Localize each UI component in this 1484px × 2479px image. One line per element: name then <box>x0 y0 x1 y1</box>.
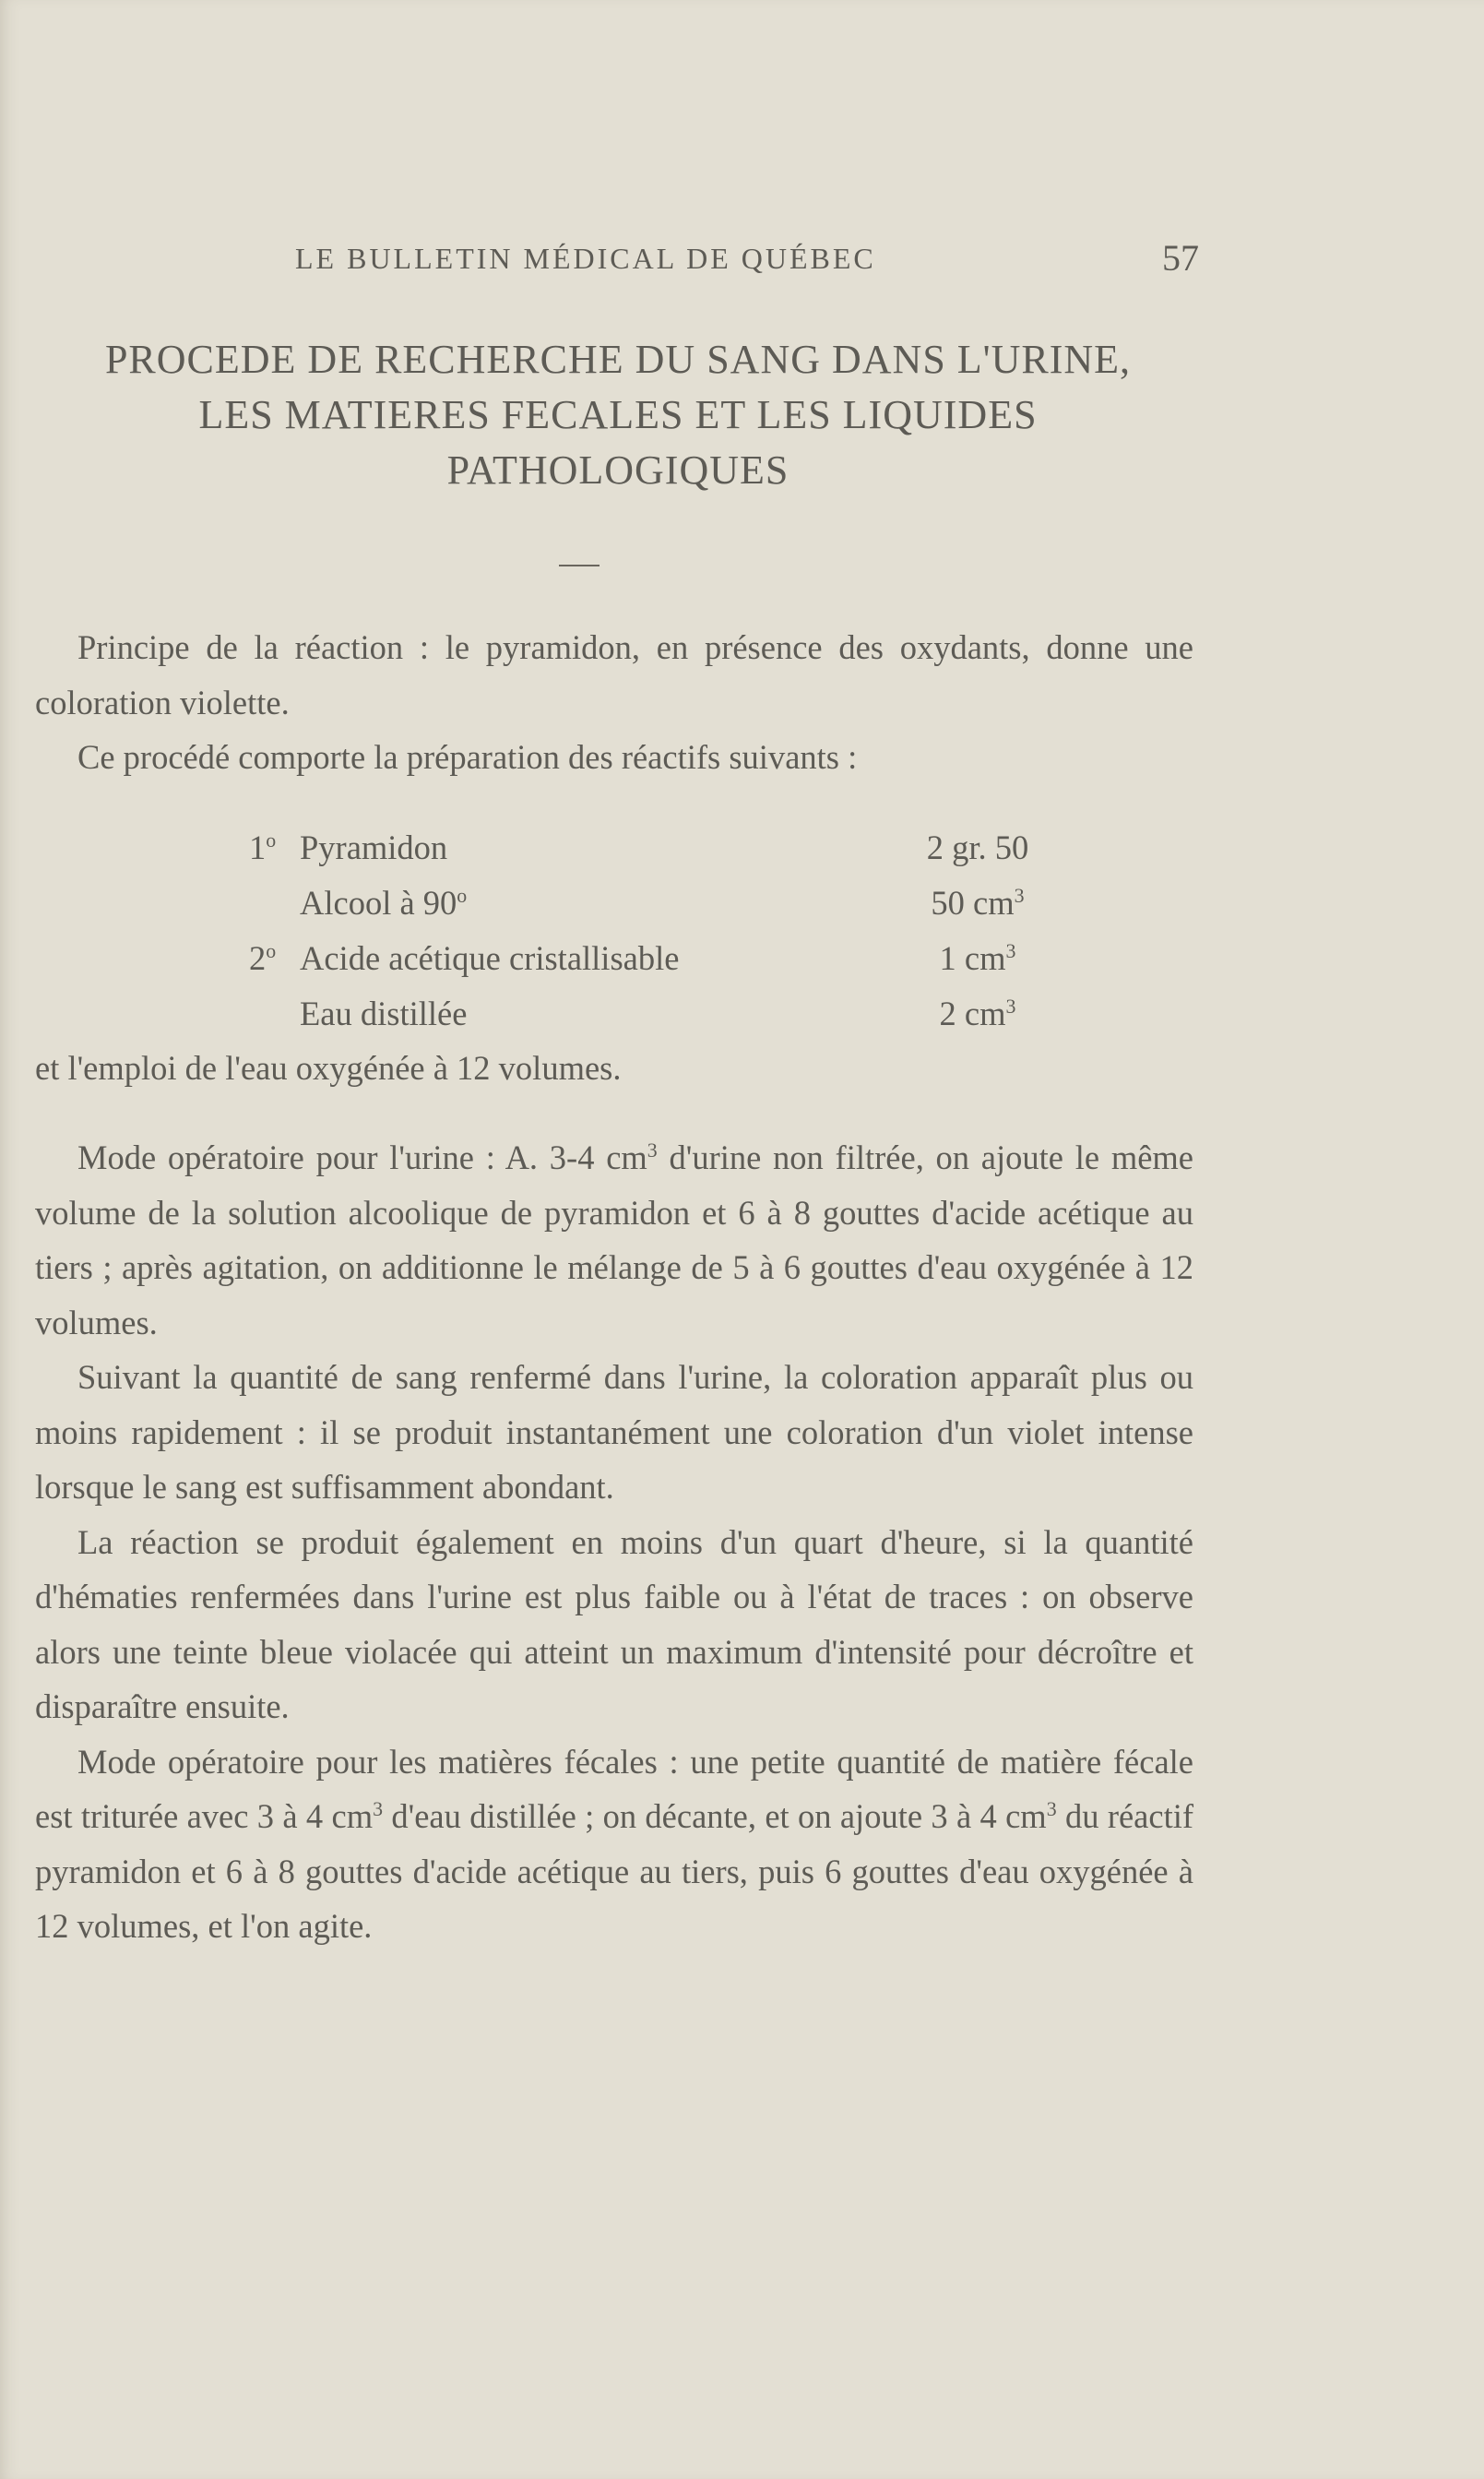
reagent-quantity: 1 $cm^3$ <box>939 938 1016 977</box>
title-separator <box>559 565 600 566</box>
reagents-table <box>249 819 1061 1041</box>
reagent-number <box>249 875 300 930</box>
article-title <box>37 332 1199 498</box>
reagent-number: 1$^o$ <box>249 828 277 866</box>
paragraph-traces: La réaction se produit également en moins d'un quart d'heure, si la quantité d'hématies renfermées dans l'urine est plus faible ou à l'état de traces : on observe alors une teinte bleue violacée qui atteint un maximum d'intensité pour décroître et disparaître ensuite. <box>35 1522 1193 1725</box>
page-number: 57 <box>1162 237 1199 279</box>
paragraph-principle: Principe de la réaction : le pyramidon, en présence des oxydants, donne une coloration violette. <box>35 628 1193 721</box>
running-header <box>295 237 1199 279</box>
reagent-row <box>249 819 1061 875</box>
reagent-quantity: 50 $cm^3$ <box>931 883 1025 922</box>
paragraph-coloration: Suivant la quantité de sang renfermé dans l'urine, la coloration apparaît plus ou moins rapidement : il se produit instantanément une coloration d'un violet intense lorsque le sang est suffisamment abondant. <box>35 1358 1193 1506</box>
paragraph-urine-method: Mode opératoire pour l'urine : A. 3-4 $cm^3$ d'urine non filtrée, on ajoute le même volume de la solution alcoolique de pyramidon et 6 à 8 gouttes d'acide acétique au tiers ; après agitation, on additionne le mélange de 5 à 6 gouttes d'eau oxygénée à 12 volumes. <box>35 1138 1193 1341</box>
title-line-1: PROCEDE DE RECHERCHE DU SANG DANS L'URINE, <box>104 337 1132 382</box>
reagent-row <box>249 875 1061 930</box>
main-text-block <box>35 1130 1193 1954</box>
reagent-row <box>249 985 1061 1041</box>
reagent-name: Eau distillée <box>300 994 468 1032</box>
intro-block <box>35 620 1193 785</box>
reagent-quantity: 2 gr. 50 <box>926 828 1029 866</box>
paragraph-fecal-method: Mode opératoire pour les matières fécales : une petite quantité de matière fécale est triturée avec 3 à 4 $cm^3$ d'eau distillée ; on décante, et on ajoute 3 à 4 $cm^3$ du réactif pyramidon et 6 à 8 gouttes d'acide acétique au tiers, puis 6 gouttes d'eau oxygénée à 12 volumes, et l'on agite. <box>35 1742 1194 1945</box>
reagent-number: 2$^o$ <box>249 938 277 977</box>
reagent-name: Alcool à 90$^o$ <box>300 883 468 922</box>
reagent-name: Acide acétique cristallisable <box>300 938 680 977</box>
paragraph-reagents-intro: Ce procédé comporte la préparation des réactifs suivants : <box>77 738 858 776</box>
title-line-3: PATHOLOGIQUES <box>446 447 789 493</box>
reagent-row <box>249 930 1061 985</box>
reagents-note-block <box>35 1041 1193 1096</box>
journal-title: LE BULLETIN MÉDICAL DE QUÉBEC <box>295 242 876 275</box>
paragraph-peroxide: et l'emploi de l'eau oxygénée à 12 volumes. <box>35 1049 622 1087</box>
title-line-2: LES MATIERES FECALES ET LES LIQUIDES <box>198 392 1038 437</box>
reagent-number <box>249 985 300 1041</box>
reagent-name: Pyramidon <box>300 828 448 866</box>
reagent-quantity: 2 $cm^3$ <box>939 994 1016 1032</box>
